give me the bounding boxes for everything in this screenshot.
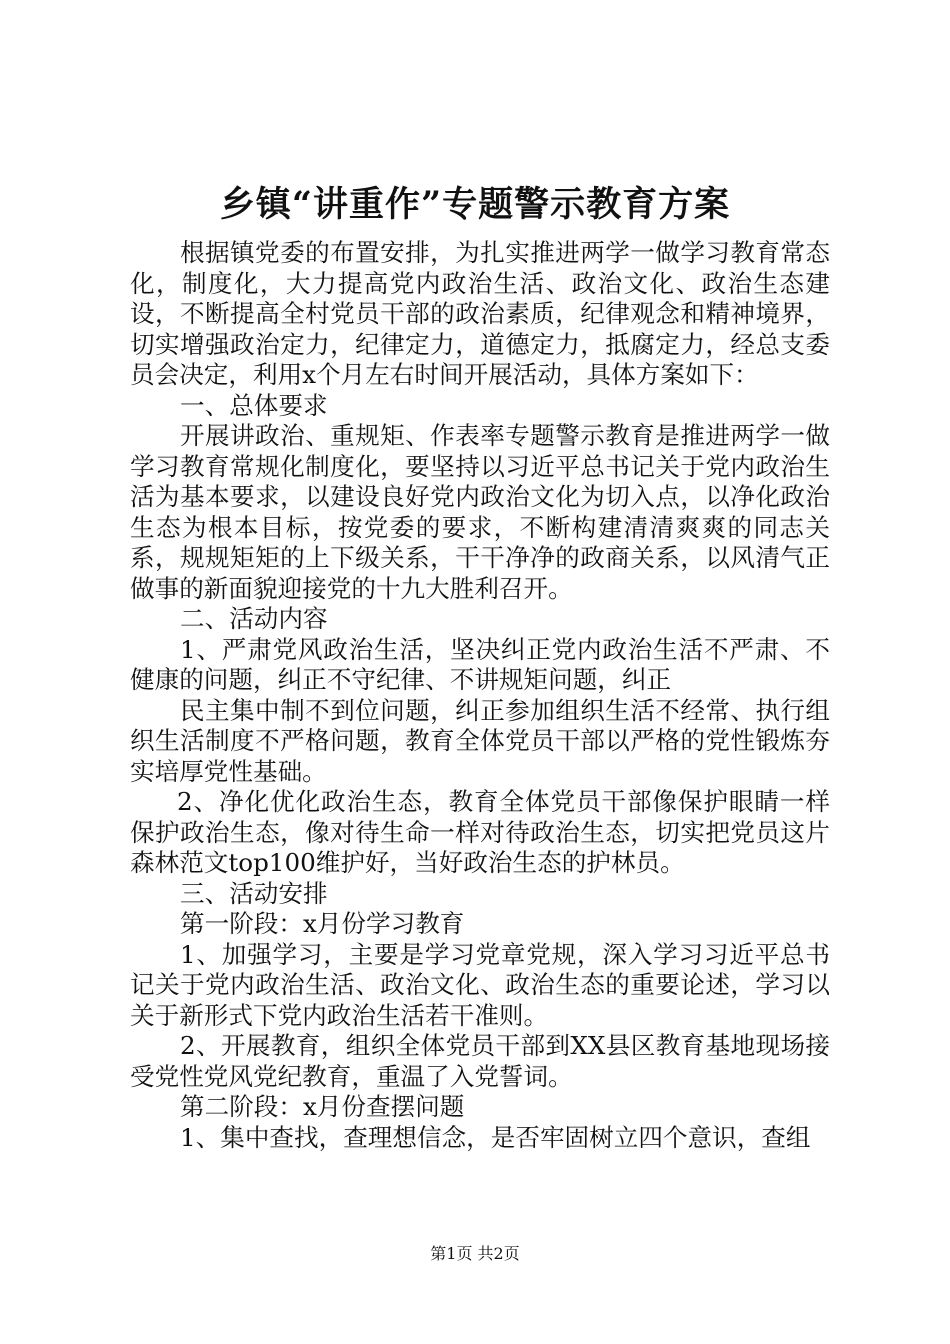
document-title: 乡镇“讲重作”专题警示教育方案 xyxy=(219,184,731,225)
page-footer: 第1页 共2页 xyxy=(430,1244,520,1263)
activity-content-item-2: 2、净化优化政治生态，教育全体党员干部像保护眼睛一样保护政治生态，像对待生命一样对待政治生态，切实把党员这片森林范文top100维护好，当好政治生态的护林员。 xyxy=(130,787,830,877)
document-body xyxy=(130,238,830,1153)
phase-two-item-1: 1、集中查找，查理想信念，是否牢固树立四个意识，查组 xyxy=(180,1122,811,1152)
intro-paragraph: 根据镇党委的布置安排，为扎实推进两学一做学习教育常态化，制度化，大力提高党内政治生活、政治文化、政治生态建设，不断提高全村党员干部的政治素质，纪律观念和精神境界，切实增强政治定力，纪律定力，道德定力，抵腐定力，经总支委员会决定，利用x个月左右时间开展活动，具体方案如下： xyxy=(130,238,830,389)
activity-content-item-1: 1、严肃党风政治生活，坚决纠正党内政治生活不严肃、不健康的问题，纠正不守纪律、不讲规矩问题，纠正 xyxy=(130,634,830,694)
general-requirements-paragraph: 开展讲政治、重规矩、作表率专题警示教育是推进两学一做学习教育常规化制度化，要坚持以习近平总书记关于党内政治生活为基本要求，以建设良好党内政治文化为切入点，以净化政治生态为根本目标，按党委的要求，不断构建清清爽爽的同志关系，规规矩矩的上下级关系，干干净净的政商关系，以风清气正做事的新面貌迎接党的十九大胜利召开。 xyxy=(130,421,830,603)
phase-one-item-1: 1、加强学习，主要是学习党章党规，深入学习习近平总书记关于党内政治生活、政治文化、政治生态的重要论述，学习以关于新形式下党内政治生活若干准则。 xyxy=(130,939,830,1030)
section-heading-general-requirements: 一、总体要求 xyxy=(180,390,328,420)
phase-one-item-2: 2、开展教育，组织全体党员干部到XX县区教育基地现场接受党性党风党纪教育，重温了入党誓词。 xyxy=(130,1031,830,1091)
section-heading-activity-content: 二、活动内容 xyxy=(180,604,328,633)
section-heading-activity-arrangement: 三、活动安排 xyxy=(180,878,328,908)
activity-content-item-1-continued: 民主集中制不到位问题，纠正参加组织生活不经常、执行组织生活制度不严格问题，教育全体党员干部以严格的党性锻炼夯实培厚党性基础。 xyxy=(130,695,830,786)
phase-one-heading: 第一阶段：x月份学习教育 xyxy=(180,909,465,938)
phase-two-heading: 第二阶段：x月份查摆问题 xyxy=(180,1092,465,1121)
